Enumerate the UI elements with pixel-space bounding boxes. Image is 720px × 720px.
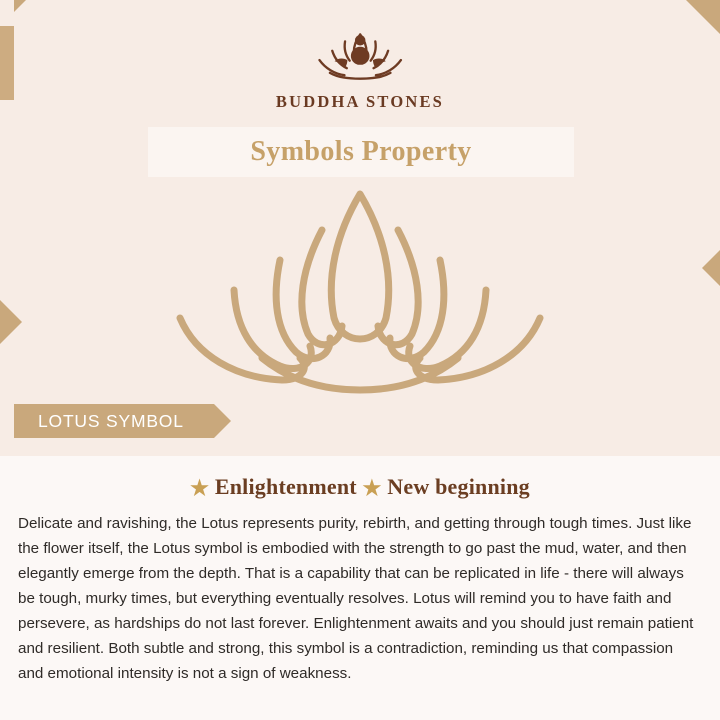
heading-right-text: New beginning [387, 474, 530, 499]
heading-left-text: Enlightenment [214, 474, 357, 499]
hero-lotus-graphic [0, 186, 720, 396]
lotus-meditation-logo-icon [302, 24, 418, 88]
title-plate [148, 127, 574, 177]
panel-heading [0, 474, 720, 501]
brand-block [0, 24, 720, 112]
brand-name: BUDDHA STONES [275, 92, 445, 111]
page-title: Symbols Property [250, 136, 472, 167]
description-panel [0, 456, 720, 720]
lotus-symbol-ribbon [14, 404, 214, 438]
ribbon-label: LOTUS SYMBOL [38, 410, 184, 431]
panel-body-text: Delicate and ravishing, the Lotus represents purity, rebirth, and getting through tough times. Just like the flower itself, the Lotus symbol is embodied with the strength to go past the mud, water, and then elegantly emerge from the depth. That is a capability that can be replicated in life - there will always be tough, murky times, but everything eventually resolves. Lotus will remind you to have faith and persevere, as hardships do not last forever. Enlightenment awaits and you should just remain patient and resilient. Both subtle and strong, this symbol is a contradiction, reminding us that compassion and emotional intensity is not a sign of weakness. [18, 515, 694, 682]
lotus-flower-graphic-icon [150, 186, 570, 396]
star-left-icon: ★ [190, 476, 210, 500]
star-right-icon: ★ [362, 476, 382, 500]
